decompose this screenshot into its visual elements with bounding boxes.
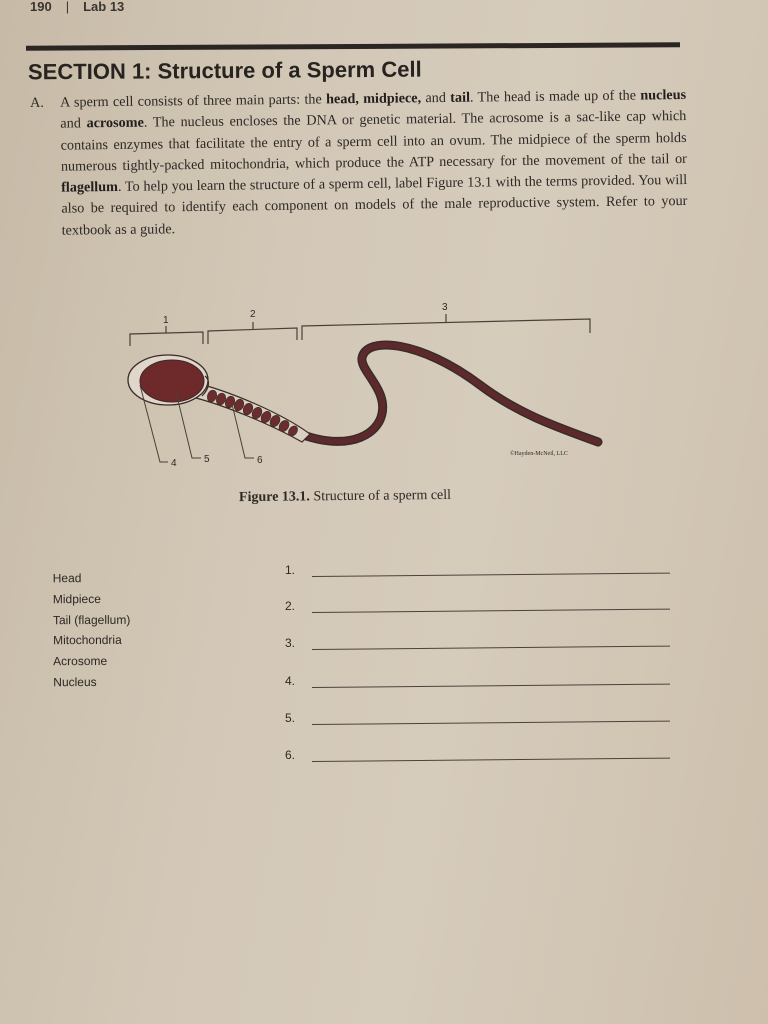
answer-blank[interactable] [312, 646, 670, 650]
answer-number: 1. [285, 563, 296, 577]
label-5: 5 [204, 454, 210, 465]
answer-number: 3. [285, 636, 296, 650]
answer-row-3[interactable] [285, 636, 675, 656]
answer-number: 6. [285, 748, 296, 762]
answer-blank[interactable] [312, 684, 670, 688]
answer-number: 2. [285, 599, 296, 613]
term-item: Mitochondria [53, 633, 122, 648]
answer-blank[interactable] [312, 573, 670, 577]
answer-number: 5. [285, 711, 296, 725]
copyright-text: ©Hayden-McNeil, LLC [510, 451, 568, 457]
answer-row-1[interactable] [285, 563, 675, 583]
region-brackets [130, 314, 590, 346]
term-item: Head [52, 571, 82, 586]
lab-label: Lab 13 [83, 0, 125, 14]
header-separator: | [65, 0, 70, 14]
term-list [53, 568, 131, 693]
answer-number: 4. [285, 674, 296, 688]
caption-number: Figure 13.1. [238, 489, 310, 506]
paragraph-text: A sperm cell consists of three main parts: the head, midpiece, and tail. The head is made up of the nucleus and acrosome. The nucleus encloses the DNA or genetic material. The acrosome is a sac-like cap which contains enzymes that facilitate the entry of a sperm cell into an ovum. The midpiece of the sperm holds numerous tightly-packed mitochondria, which produce the ATP necessary for the movement of the tail or flagellum. To help you learn the structure of a sperm cell, label Figure 13.1 with the terms provided. You will also be required to identify each component on models of the male reproductive system. Refer to your textbook as a guide. [60, 86, 688, 239]
term-item: Midpiece [52, 591, 101, 606]
answer-row-5[interactable] [285, 711, 675, 731]
term-item: Nucleus [53, 674, 97, 690]
caption-text: Structure of a sperm cell [313, 487, 452, 505]
label-1: 1 [163, 315, 169, 326]
answer-row-6[interactable] [285, 748, 675, 768]
answer-row-4[interactable] [285, 674, 675, 694]
label-6: 6 [257, 455, 263, 466]
label-2: 2 [250, 309, 256, 320]
answer-blank[interactable] [312, 758, 670, 762]
bracket-head [130, 332, 203, 346]
figure-caption [239, 488, 451, 506]
label-4: 4 [171, 458, 177, 469]
label-3: 3 [442, 302, 448, 313]
paragraph-marker: A. [30, 94, 45, 111]
answer-row-2[interactable] [285, 599, 675, 619]
answer-blank[interactable] [312, 721, 670, 725]
term-item: Tail (flagellum) [52, 612, 131, 627]
bracket-tail [302, 319, 590, 340]
section-title: SECTION 1: Structure of a Sperm Cell [27, 56, 422, 85]
nucleus [140, 360, 204, 402]
answer-blank[interactable] [312, 609, 670, 613]
mitochondria [206, 389, 300, 438]
bracket-midpiece [208, 328, 297, 344]
term-item: Acrosome [53, 654, 108, 669]
page-number: 190 [30, 0, 52, 14]
